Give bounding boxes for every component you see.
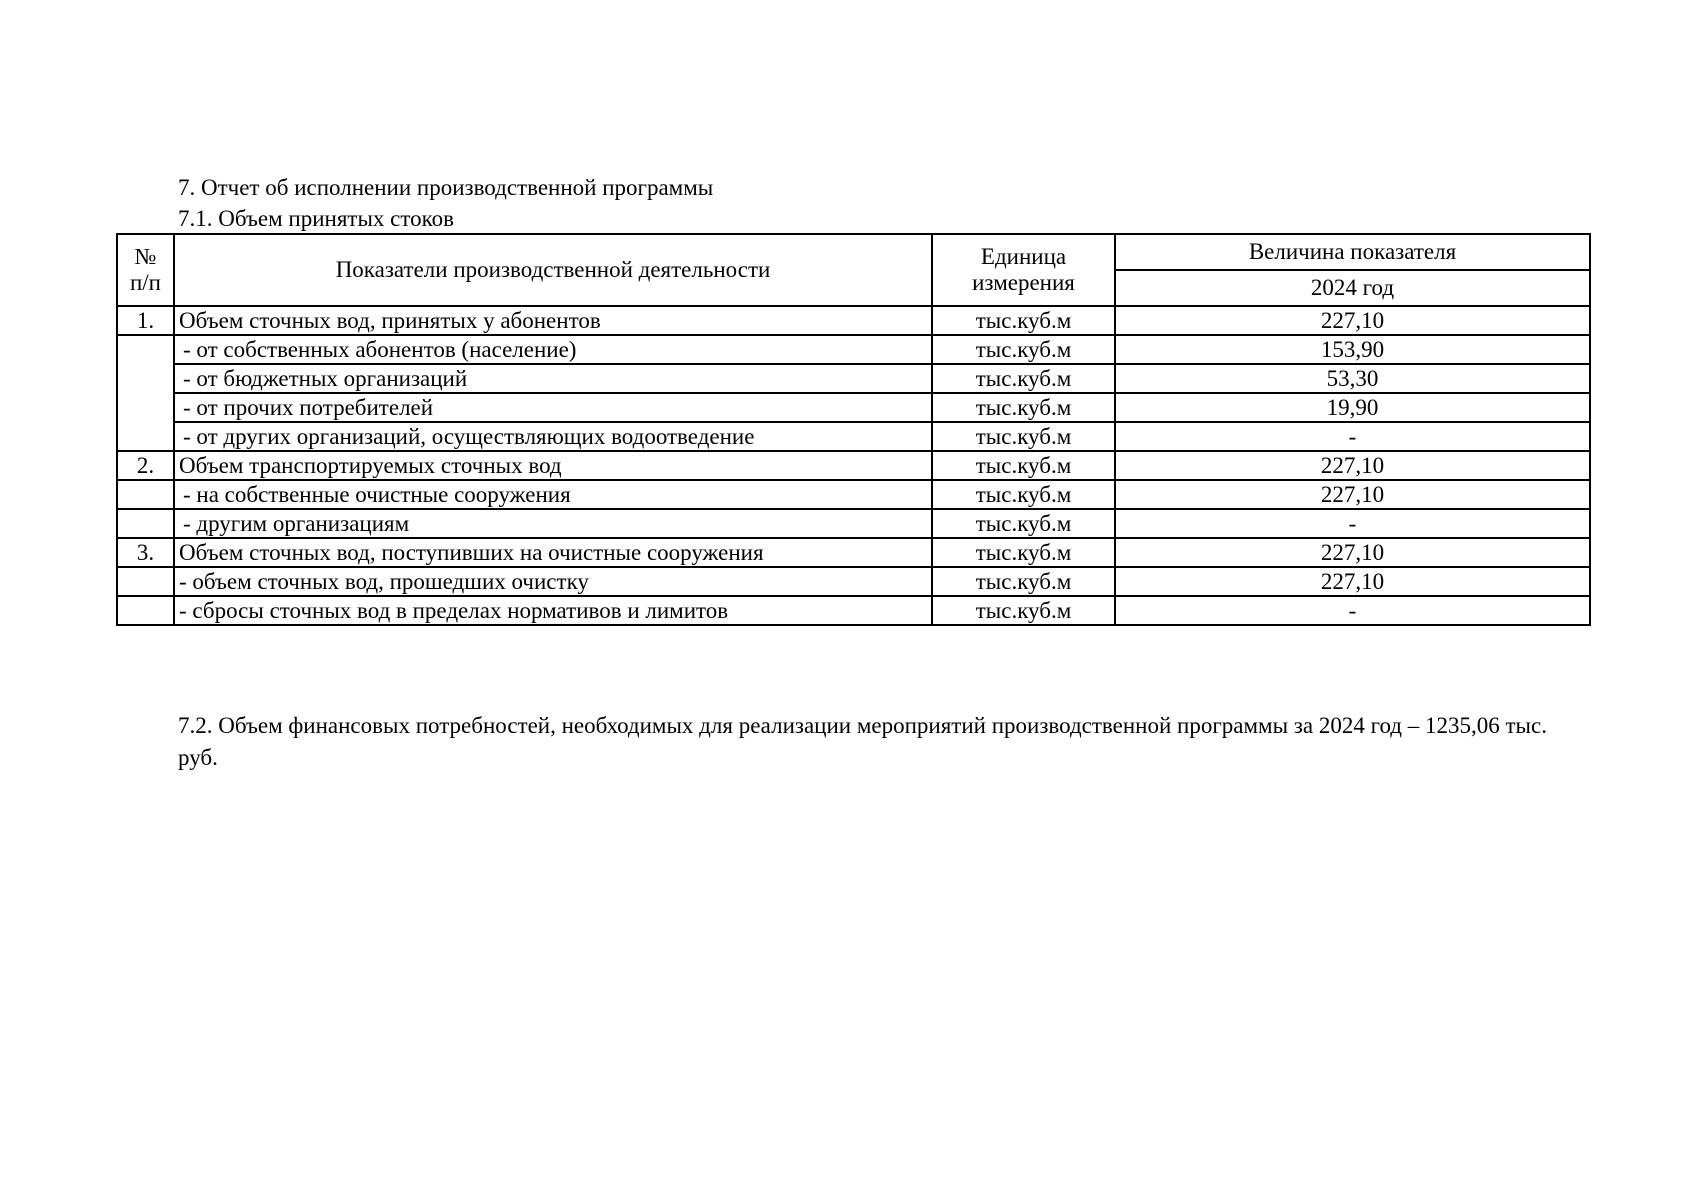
row-unit: тыс.куб.м — [932, 306, 1115, 335]
row-unit: тыс.куб.м — [932, 480, 1115, 509]
row-unit: тыс.куб.м — [932, 364, 1115, 393]
row-num — [117, 335, 174, 451]
table-row — [117, 509, 1590, 538]
table-row — [117, 306, 1590, 335]
row-indicator: - сбросы сточных вод в пределах нормативов и лимитов — [174, 596, 932, 625]
row-indicator: - от прочих потребителей — [174, 393, 932, 422]
header-unit-line1: Единица — [980, 244, 1067, 269]
row-unit: тыс.куб.м — [932, 335, 1115, 364]
row-value: - — [1115, 596, 1590, 625]
table-row — [117, 480, 1590, 509]
row-unit: тыс.куб.м — [932, 509, 1115, 538]
row-num: 1. — [117, 306, 174, 335]
table-row — [117, 364, 1590, 393]
header-year: 2024 год — [1115, 270, 1590, 306]
row-value: - — [1115, 422, 1590, 451]
wastewater-volume-table — [116, 233, 1591, 626]
row-indicator: - от бюджетных организаций — [174, 364, 932, 393]
row-value: 53,30 — [1115, 364, 1590, 393]
row-value: 227,10 — [1115, 306, 1590, 335]
financial-needs-note: 7.2. Объем финансовых потребностей, необходимых для реализации мероприятий производственной программы за 2024 год – 1235,06 тыс. руб. — [178, 713, 1547, 770]
row-num: 3. — [117, 538, 174, 567]
row-indicator: - от собственных абонентов (население) — [174, 335, 932, 364]
table-row — [117, 596, 1590, 625]
row-num — [117, 509, 174, 538]
row-num — [117, 480, 174, 509]
row-num — [117, 596, 174, 625]
row-indicator: - на собственные очистные сооружения — [174, 480, 932, 509]
row-indicator: Объем сточных вод, принятых у абонентов — [174, 306, 932, 335]
header-num — [117, 234, 174, 306]
header-unit-line2: измерения — [972, 270, 1075, 295]
row-value: 227,10 — [1115, 480, 1590, 509]
header-value-group: Величина показателя — [1115, 234, 1590, 270]
row-unit: тыс.куб.м — [932, 567, 1115, 596]
row-indicator: - от других организаций, осуществляющих водоотведение — [174, 422, 932, 451]
table-row — [117, 422, 1590, 451]
row-indicator: - другим организациям — [174, 509, 932, 538]
row-unit: тыс.куб.м — [932, 393, 1115, 422]
header-indicator: Показатели производственной деятельности — [174, 234, 932, 306]
table-row — [117, 538, 1590, 567]
row-indicator: - объем сточных вод, прошедших очистку — [174, 567, 932, 596]
table-row — [117, 393, 1590, 422]
row-value: 227,10 — [1115, 538, 1590, 567]
row-value: - — [1115, 509, 1590, 538]
row-unit: тыс.куб.м — [932, 538, 1115, 567]
table-row — [117, 451, 1590, 480]
row-unit: тыс.куб.м — [932, 451, 1115, 480]
header-num-line1: № — [134, 244, 157, 269]
subsection-title: 7.1. Объем принятых стоков — [178, 206, 454, 231]
row-unit: тыс.куб.м — [932, 422, 1115, 451]
table-row — [117, 335, 1590, 364]
row-value: 227,10 — [1115, 451, 1590, 480]
row-num: 2. — [117, 451, 174, 480]
table-row — [117, 567, 1590, 596]
row-num — [117, 567, 174, 596]
row-indicator: Объем транспортируемых сточных вод — [174, 451, 932, 480]
section-title: 7. Отчет об исполнении производственной программы — [178, 175, 714, 200]
row-value: 19,90 — [1115, 393, 1590, 422]
row-unit: тыс.куб.м — [932, 596, 1115, 625]
header-num-line2: п/п — [129, 270, 161, 295]
header-unit — [932, 234, 1115, 306]
row-value: 227,10 — [1115, 567, 1590, 596]
row-value: 153,90 — [1115, 335, 1590, 364]
row-indicator: Объем сточных вод, поступивших на очистные сооружения — [174, 538, 932, 567]
